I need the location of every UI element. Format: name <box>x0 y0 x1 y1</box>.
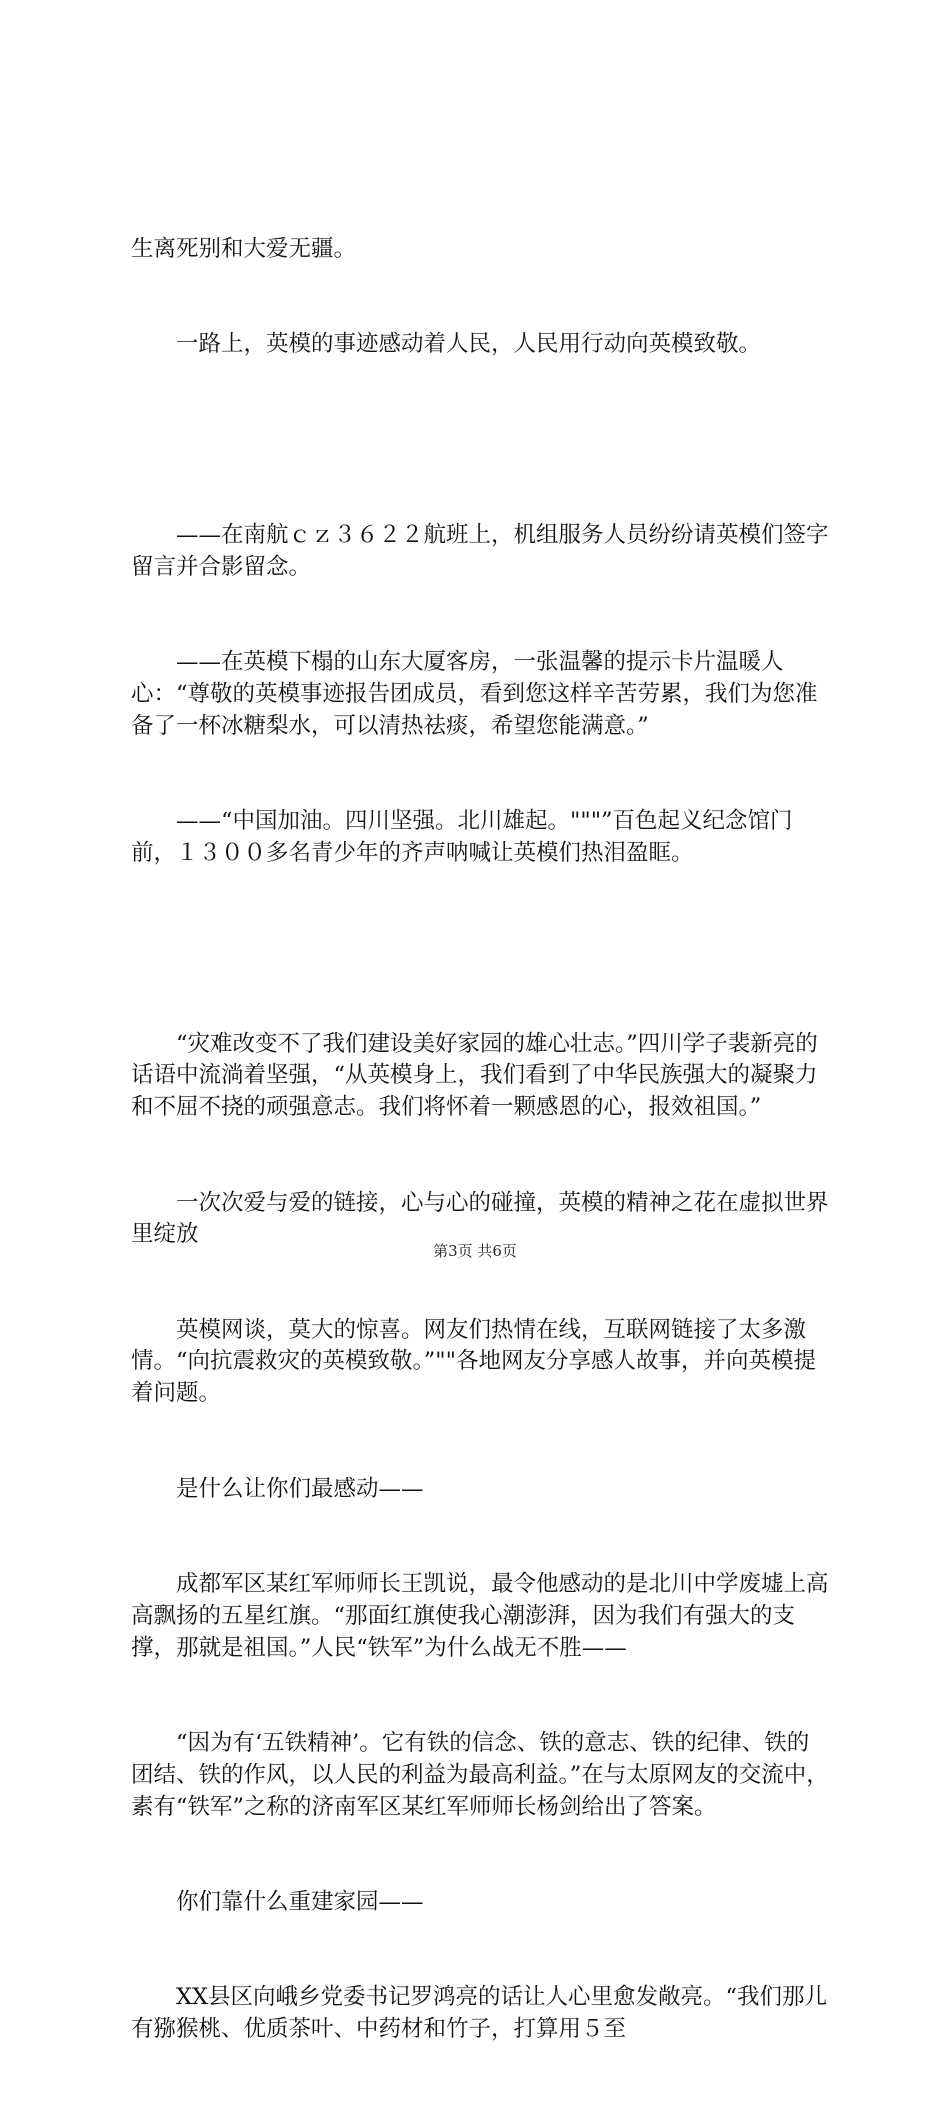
page-number-footer: 第3页 共6页 <box>433 1242 517 1260</box>
paragraph: ——“中国加油。四川坚强。北川雄起。"""”百色起义纪念馆门前，１３００多名青少年的齐声呐喊让英模们热泪盈眶。 <box>131 807 793 866</box>
paragraph: 你们靠什么重建家园—— <box>131 1889 424 1916</box>
paragraph: 一次次爱与爱的链接，心与心的碰撞，英模的精神之花在虚拟世界里绽放 <box>131 1189 829 1248</box>
paragraph: 英模网谈，莫大的惊喜。网友们热情在线，互联网链接了太多激情。“向抗震救灾的英模致敬。”""各地网友分享感人故事，并向英模提着问题。 <box>131 1316 816 1407</box>
paragraph-gap <box>131 424 831 456</box>
paragraph: 生离死别和大爱无疆。 <box>131 235 357 262</box>
paragraph: XX县区向峨乡党委书记罗鸿亮的话让人心里愈发敞亮。“我们那儿有猕猴桃、优质茶叶、中药材和竹子，打算用５至 <box>131 1984 828 2043</box>
paragraph: “因为有‘五铁精神’。它有铁的信念、铁的意志、铁的纪律、铁的团结、铁的作风，以人民的利益为最高利益。”在与太原网友的交流中，素有“铁军”之称的济南军区某红军师师长杨剑给出了答案。 <box>131 1730 829 1820</box>
paragraph-gap <box>131 933 831 965</box>
paragraph: 成都军区某红军师师长王凯说，最令他感动的是北川中学废墟上高高飘扬的五星红旗。“那面红旗使我心潮澎湃，因为我们有强大的支撑，那就是祖国。”人民“铁军”为什么战无不胜—— <box>131 1571 829 1661</box>
paragraph: 一路上，英模的事迹感动着人民，人民用行动向英模致敬。 <box>131 330 762 357</box>
paragraph: “灾难改变不了我们建设美好家园的雄心壮志。”四川学子裴新亮的话语中流淌着坚强，“从英模身上，我们看到了中华民族强大的凝聚力和不屈不挠的顽强意志。我们将怀着一颗感恩的心，报效祖国。” <box>131 1030 818 1121</box>
paragraph: ——在英模下榻的山东大厦客房，一张温馨的提示卡片温暖人心：“尊敬的英模事迹报告团成员，看到您这样辛苦劳累，我们为您准备了一杯冰糖梨水，可以清热祛痰，希望您能满意。” <box>131 648 818 739</box>
body-text <box>131 170 831 2110</box>
paragraph: ——在南航ｃｚ３６２２航班上，机组服务人员纷纷请英模们签字留言并合影留念。 <box>131 521 829 580</box>
paragraph: 是什么让你们最感动—— <box>131 1475 424 1502</box>
